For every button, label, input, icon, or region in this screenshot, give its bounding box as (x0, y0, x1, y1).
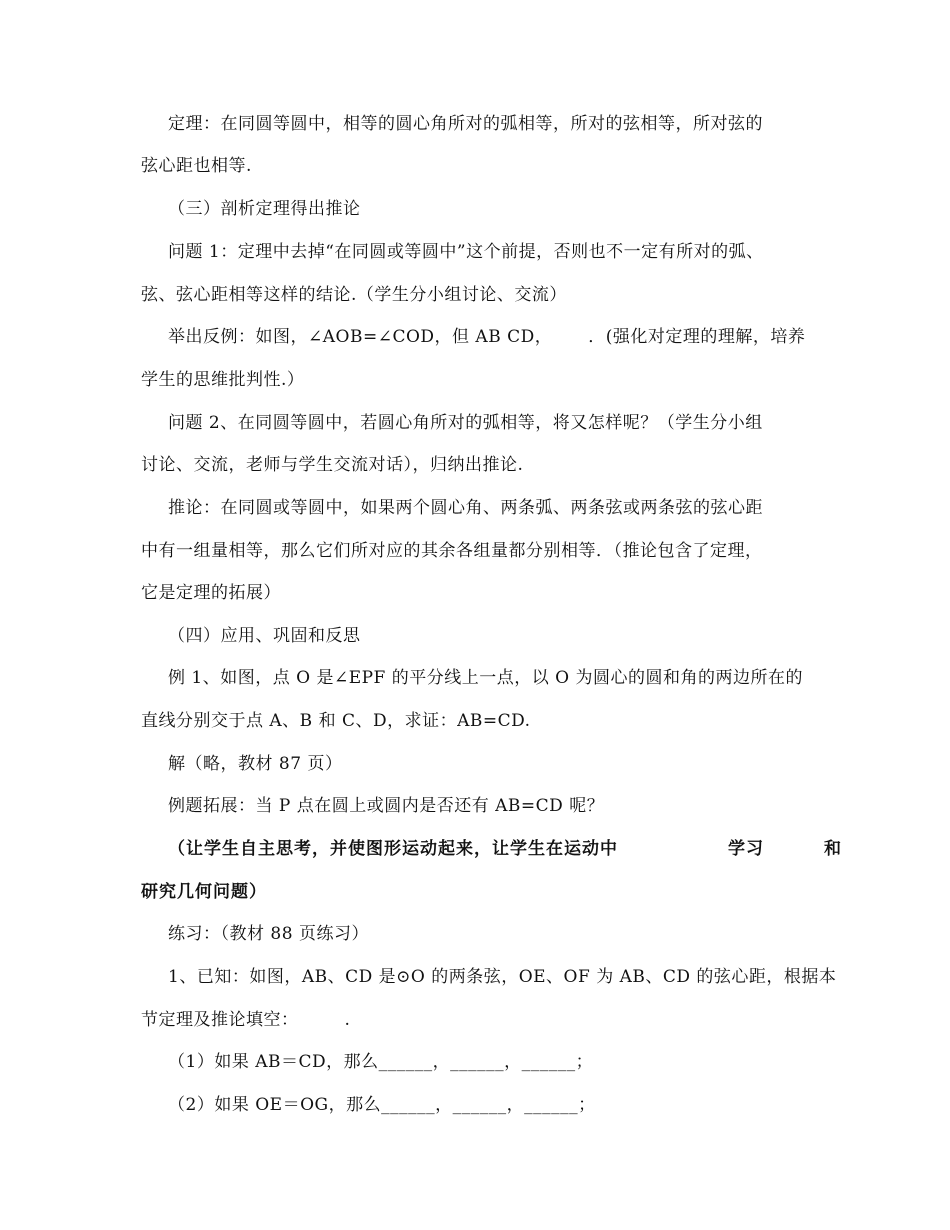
example-1-line-1: 例 1、如图，点 O 是∠EPF 的平分线上一点，以 O 为圆心的圆和角的两边所在的 (168, 668, 803, 688)
counterexample-line-1 (168, 325, 805, 349)
theorem-line-2: 弦心距也相等. (141, 156, 252, 176)
bold-note-text-c: 和 (824, 839, 842, 859)
exercise-heading: 练习：（教材 88 页练习） (168, 924, 369, 944)
question-2-line-1: 问题 2、在同圆等圆中，若圆心角所对的弧相等，将又怎样呢？（学生分小组 (168, 413, 763, 433)
exercise-1-item-2: （2）如果 OE＝OG，那么______，______，______； (168, 1095, 596, 1115)
section-four-heading: （四）应用、巩固和反思 (168, 626, 361, 646)
corollary-line-2: 中有一组量相等，那么它们所对应的其余各组量都分别相等．（推论包含了定理， (141, 541, 763, 561)
bold-note-line-2: 研究几何问题） (141, 882, 267, 902)
section-three-heading: （三）剖析定理得出推论 (168, 199, 361, 219)
counterexample-text-b: ．(强化对定理的理解，培养 (588, 327, 806, 347)
bold-note-text-a: （让学生自主思考，并使图形运动起来，让学生在运动中 (168, 839, 618, 859)
counterexample-line-2: 学生的思维批判性.） (141, 370, 305, 390)
exercise-1-item-1: （1）如果 AB＝CD，那么______，______，______； (168, 1052, 594, 1072)
exercise-1-line-1: 1、已知：如图，AB、CD 是⊙O 的两条弦，OE、OF 为 AB、CD 的弦心距，根据本 (168, 967, 837, 987)
bold-note-text-b: 学习 (728, 839, 764, 859)
example-1-line-2: 直线分别交于点 A、B 和 C、D，求证：AB=CD. (141, 711, 531, 731)
exercise-1-text-a: 节定理及推论填空： (141, 1010, 299, 1030)
solution-line: 解（略，教材 87 页） (168, 754, 343, 774)
theorem-line-1: 定理：在同圆等圆中，相等的圆心角所对的弧相等，所对的弦相等，所对弦的 (168, 114, 763, 134)
corollary-line-1: 推论：在同圆或等圆中，如果两个圆心角、两条弧、两条弦或两条弦的弦心距 (168, 498, 763, 518)
question-1-line-2: 弦、弦心距相等这样的结论.（学生分小组讨论、交流） (141, 285, 567, 305)
question-1-line-1: 问题 1：定理中去掉“在同圆或等圆中”这个前提，否则也不一定有所对的弧、 (168, 242, 764, 262)
bold-note-line-1 (168, 837, 842, 861)
question-2-line-2: 讨论、交流，老师与学生交流对话），归纳出推论. (141, 455, 524, 475)
exercise-1-line-2 (141, 1008, 350, 1032)
extension-line: 例题拓展：当 P 点在圆上或圆内是否还有 AB=CD 呢？ (168, 796, 605, 816)
counterexample-text-a: 举出反例：如图，∠AOB=∠COD，但 AB CD， (168, 327, 553, 347)
corollary-line-3: 它是定理的拓展） (141, 583, 281, 603)
exercise-1-text-b: . (344, 1010, 351, 1030)
